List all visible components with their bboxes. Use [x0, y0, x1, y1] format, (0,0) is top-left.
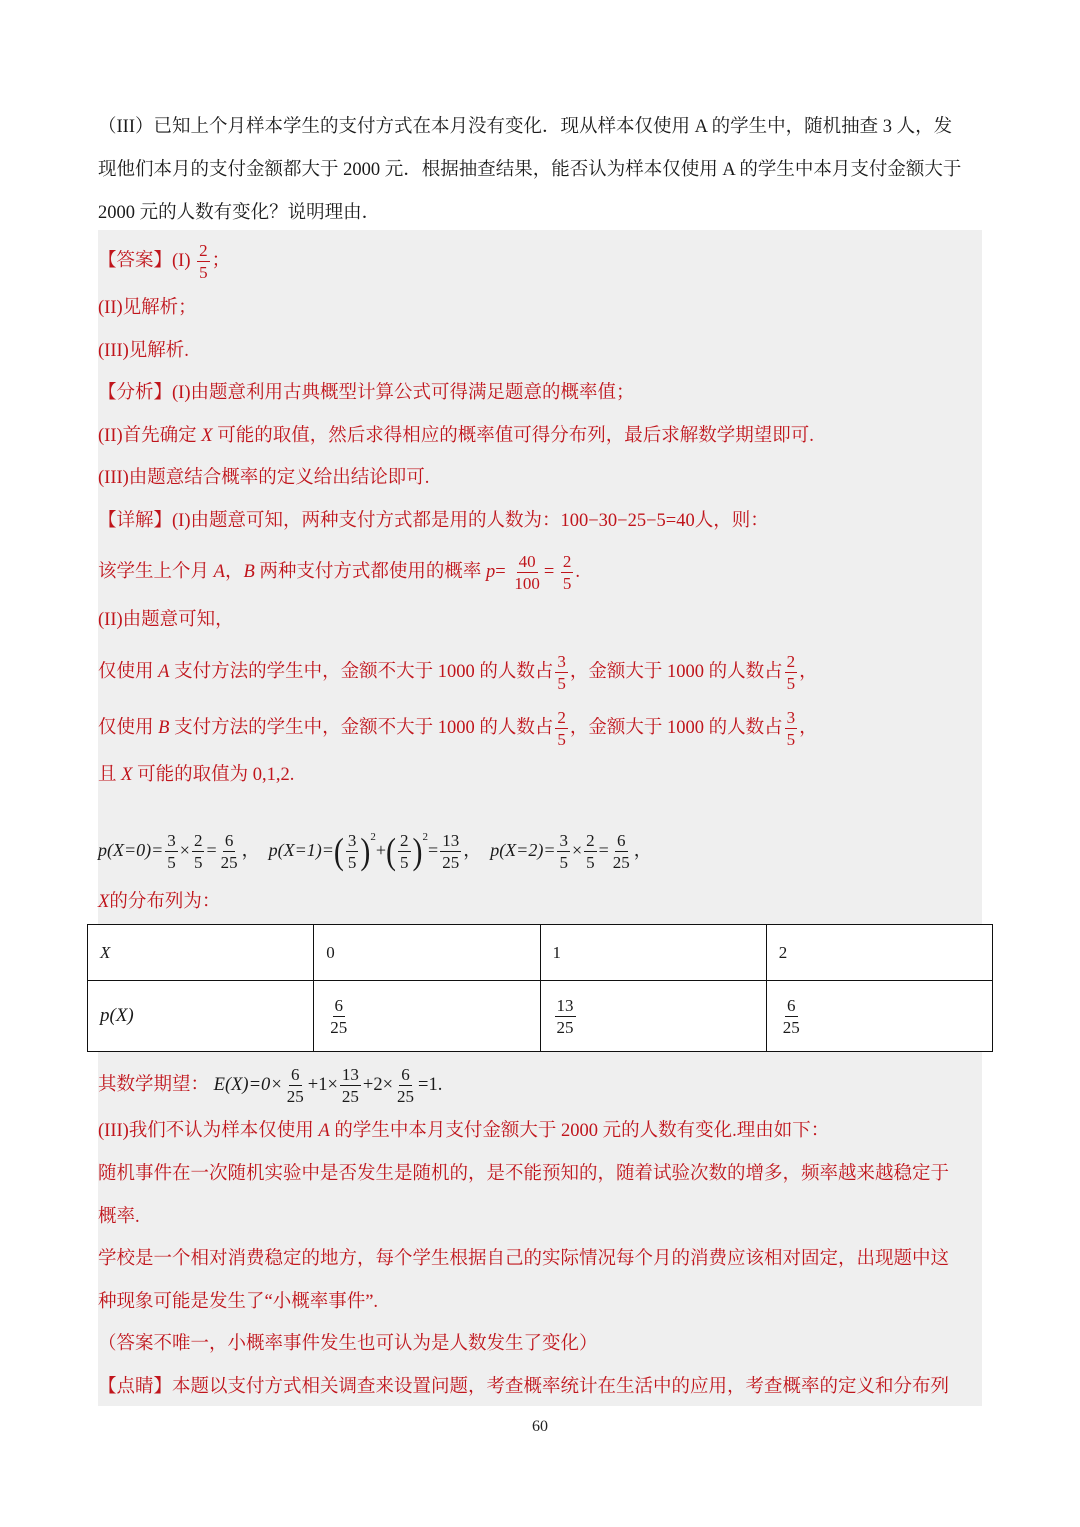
- table-row-header: [88, 925, 993, 981]
- p2-lhs: p(X=2)=: [490, 840, 556, 860]
- answer-tag: 【答案】: [98, 250, 173, 271]
- fraction-numerator: 6: [334, 995, 343, 1015]
- detail-line-1: [98, 504, 769, 538]
- variable-a: A: [158, 661, 170, 682]
- variable-p: p: [486, 561, 496, 582]
- period: .: [437, 1074, 443, 1095]
- detail-text-4b: 支付方法的学生中，金额不大于 1000 的人数占: [174, 661, 554, 682]
- fraction-numerator: 3: [559, 831, 568, 851]
- variable-a: A: [318, 1121, 330, 1141]
- expectation-line: [98, 1065, 443, 1106]
- fraction-numerator: 13: [341, 1065, 359, 1084]
- table-cell-p1: [540, 981, 766, 1052]
- fraction-numerator: 3: [786, 708, 796, 727]
- fraction: [584, 832, 597, 871]
- fraction-numerator: 2: [199, 241, 208, 260]
- fraction-denominator: 25: [397, 1087, 415, 1106]
- detail-text-1-end: 人，则：: [694, 511, 769, 531]
- analysis-text-2a: (II)首先确定: [98, 426, 197, 446]
- exponent: 2: [370, 831, 376, 843]
- question-line-2: 现他们本月的支付金额都大于 2000 元．根据抽查结果，能否认为样本仅使用 A 的学生中本月支付金额大于: [98, 160, 962, 180]
- fraction-denominator: 5: [786, 730, 796, 749]
- fraction: [611, 832, 632, 871]
- comma: ，: [463, 840, 482, 860]
- fraction-numerator: 6: [224, 831, 234, 851]
- detail-text-4c: ，金额大于 1000 的人数占: [569, 661, 783, 682]
- left-paren: (: [386, 830, 397, 872]
- part3-line-3: 概率.: [98, 1207, 140, 1227]
- detail-line-6: [98, 758, 294, 792]
- equals-sign: =: [543, 561, 555, 582]
- part3-line-5: 种现象可能是发生了“小概率事件”.: [98, 1292, 379, 1312]
- variable-b: B: [243, 561, 255, 582]
- analysis-line-2: [98, 419, 814, 453]
- table-row-probability: [88, 981, 993, 1052]
- fraction-denominator: 5: [557, 674, 566, 693]
- detail-tag: 【详解】: [98, 511, 173, 531]
- answer-part1-prefix: (I): [172, 250, 191, 271]
- fraction-numerator: 6: [401, 1065, 410, 1084]
- comma: ，: [799, 717, 818, 738]
- variable-x: X: [121, 765, 133, 785]
- period: .: [575, 561, 581, 582]
- fraction-numerator: 13: [442, 831, 460, 851]
- expectation-prefix: 其数学期望：: [98, 1074, 210, 1095]
- distribution-table: [87, 924, 993, 1052]
- fraction-denominator: 5: [786, 674, 796, 693]
- detail-line-4: [98, 652, 818, 693]
- fraction: [395, 1066, 416, 1105]
- fraction: [165, 832, 178, 871]
- fraction-denominator: 5: [193, 853, 203, 873]
- fraction-2-5: [555, 709, 568, 748]
- fraction-denominator: 5: [199, 263, 208, 282]
- answer-line-3: (III)见解析.: [98, 341, 189, 361]
- fraction: [781, 997, 802, 1036]
- fraction-denominator: 5: [347, 853, 357, 873]
- equals-sign: =: [428, 840, 439, 860]
- fraction-numerator: 2: [562, 552, 572, 571]
- fraction-denominator: 25: [220, 853, 238, 873]
- detail-text-6a: 且: [98, 765, 117, 785]
- fraction-numerator: 40: [518, 552, 536, 571]
- fraction-denominator: 5: [400, 853, 409, 873]
- fraction-numerator: 6: [291, 1065, 300, 1084]
- equals-sign: =: [495, 561, 506, 582]
- answer-line-2: (II)见解析；: [98, 298, 197, 318]
- comment-tag: 【点睛】: [98, 1377, 173, 1397]
- detail-text-5c: ，金额大于 1000 的人数占: [569, 717, 783, 738]
- times-sign: ×: [179, 840, 190, 860]
- fraction-numerator: 2: [400, 831, 409, 851]
- expectation-term: +1×: [307, 1074, 338, 1095]
- fraction-denominator: 25: [341, 1087, 359, 1106]
- expectation-lhs: E(X)=0×: [213, 1074, 283, 1095]
- fraction: [555, 997, 576, 1036]
- fraction-denominator: 25: [442, 853, 460, 873]
- analysis-line-1: [98, 376, 635, 410]
- equals-sign: =: [206, 840, 217, 860]
- left-paren: (: [333, 830, 344, 872]
- fraction-numerator: 2: [557, 708, 566, 727]
- plus-sign: +: [375, 840, 387, 860]
- fraction-numerator: 2: [786, 652, 796, 671]
- detail-text-2b: 两种支付方式都使用的概率: [259, 561, 482, 582]
- analysis-tag: 【分析】: [98, 383, 173, 403]
- distribution-label-line: [98, 885, 220, 919]
- right-paren: ): [412, 830, 423, 872]
- fraction-3-5: [785, 709, 798, 748]
- probabilities-line: [98, 820, 652, 873]
- part3-text-1b: 的学生中本月支付金额大于 2000 元的人数有变化.理由如下：: [334, 1121, 830, 1141]
- detail-math-1: 100−30−25−5=40: [560, 511, 695, 531]
- part3-line-1: [98, 1114, 829, 1148]
- table-cell-px: p(X): [88, 981, 314, 1052]
- part3-line-2: 随机事件在一次随机实验中是否发生是随机的，是不能预知的，随着试验次数的增多，频率越来越稳定于: [98, 1164, 950, 1184]
- comma: ，: [241, 840, 260, 860]
- fraction-numerator: 6: [787, 995, 796, 1015]
- answer-part1-end: ；: [211, 250, 231, 271]
- comment-text: 本题以支付方式相关调查来设置问题，考查概率统计在生活中的应用，考查概率的定义和分布列: [172, 1377, 950, 1397]
- fraction-denominator: 5: [167, 853, 176, 873]
- fraction-numerator: 3: [167, 831, 176, 851]
- fraction-denominator: 25: [782, 1017, 800, 1037]
- fraction-40-100: [512, 553, 542, 592]
- part3-line-4: 学校是一个相对消费稳定的地方，每个学生根据自己的实际情况每个月的消费应该相对固定，出现题中这: [98, 1249, 950, 1269]
- fraction-denominator: 5: [559, 853, 568, 873]
- fraction-denominator: 25: [556, 1017, 574, 1037]
- comment-line: [98, 1370, 949, 1404]
- fraction-2-5: [561, 553, 574, 592]
- fraction: [285, 1066, 306, 1105]
- detail-line-5: [98, 708, 818, 749]
- table-cell-p2: [766, 981, 992, 1052]
- fraction: [219, 832, 240, 871]
- answer-part1-fraction: [197, 242, 210, 281]
- page-number: 60: [532, 1418, 548, 1435]
- part3-line-6: （答案不唯一，小概率事件发生也可认为是人数发生了变化）: [98, 1334, 598, 1354]
- detail-text-6b: 可能的取值为 0,1,2.: [137, 765, 295, 785]
- table-cell-x: X: [88, 925, 314, 981]
- fraction: [328, 997, 349, 1036]
- fraction-3-5: [555, 653, 568, 692]
- fraction: [192, 832, 205, 871]
- fraction: [398, 832, 411, 871]
- table-cell-2: 2: [766, 925, 992, 981]
- fraction-numerator: 6: [617, 831, 626, 851]
- detail-text-1: (I)由题意可知，两种支付方式都是用的人数为：: [172, 511, 561, 531]
- p1-lhs: p(X=1)=: [268, 840, 334, 860]
- exponent: 2: [422, 831, 429, 843]
- detail-line-3: (II)由题意可知，: [98, 610, 234, 630]
- variable-x: X: [201, 426, 213, 446]
- detail-text-4a: 仅使用: [98, 661, 154, 682]
- solution-block: [98, 230, 982, 1406]
- detail-comma: ，: [224, 561, 244, 582]
- fraction: [340, 1066, 361, 1105]
- detail-text-5b: 支付方法的学生中，金额不大于 1000 的人数占: [174, 717, 554, 738]
- detail-text-5a: 仅使用: [98, 717, 154, 738]
- analysis-text-2b: 可能的取值，然后求得相应的概率值可得分布列，最后求解数学期望即可.: [217, 426, 814, 446]
- table-cell-1: 1: [540, 925, 766, 981]
- variable-a: A: [213, 561, 225, 582]
- analysis-line-3: (III)由题意结合概率的定义给出结论即可.: [98, 468, 430, 488]
- comma: ，: [799, 661, 818, 682]
- fraction-numerator: 2: [193, 831, 203, 851]
- detail-line-2: [98, 552, 581, 593]
- fraction-denominator: 100: [514, 574, 540, 593]
- fraction-denominator: 5: [562, 574, 572, 593]
- analysis-text-1: (I)由题意利用古典概型计算公式可得满足题意的概率值；: [172, 383, 635, 403]
- answer-line-1: [98, 241, 231, 282]
- expectation-term: +2×: [362, 1074, 394, 1095]
- distribution-label: 的分布列为：: [109, 892, 221, 912]
- fraction-numerator: 13: [556, 995, 574, 1015]
- table-cell-0: 0: [314, 925, 540, 981]
- expectation-formula: [213, 1065, 443, 1106]
- fraction-numerator: 3: [347, 831, 357, 851]
- fraction-numerator: 2: [586, 831, 595, 851]
- part3-text-1a: (III)我们不认为样本仅使用: [98, 1121, 314, 1141]
- right-paren: ): [360, 830, 371, 872]
- fraction-denominator: 25: [286, 1087, 304, 1106]
- fraction-denominator: 5: [557, 730, 566, 749]
- fraction: [557, 832, 570, 871]
- expectation-rhs: =1: [418, 1074, 438, 1095]
- variable-b: B: [158, 717, 170, 738]
- fraction-2-5: [785, 653, 798, 692]
- fraction-denominator: 25: [612, 853, 630, 873]
- fraction-denominator: 25: [330, 1017, 348, 1037]
- comma: ，: [633, 840, 652, 860]
- variable-x: X: [98, 892, 110, 912]
- detail-text-2a: 该学生上个月: [98, 561, 210, 582]
- fraction: [440, 832, 461, 871]
- fraction: [346, 832, 359, 871]
- table-cell-p0: [314, 981, 540, 1052]
- times-sign: ×: [571, 840, 583, 860]
- question-line-3: 2000 元的人数有变化？说明理由．: [98, 203, 381, 223]
- equals-sign: =: [598, 840, 609, 860]
- question-line-1: （III）已知上个月样本学生的支付方式在本月没有变化．现从样本仅使用 A 的学生中，随机抽查 3 人，发: [98, 117, 953, 137]
- fraction-numerator: 3: [557, 652, 566, 671]
- fraction-denominator: 5: [586, 853, 595, 873]
- p0-lhs: p(X=0)=: [98, 840, 164, 860]
